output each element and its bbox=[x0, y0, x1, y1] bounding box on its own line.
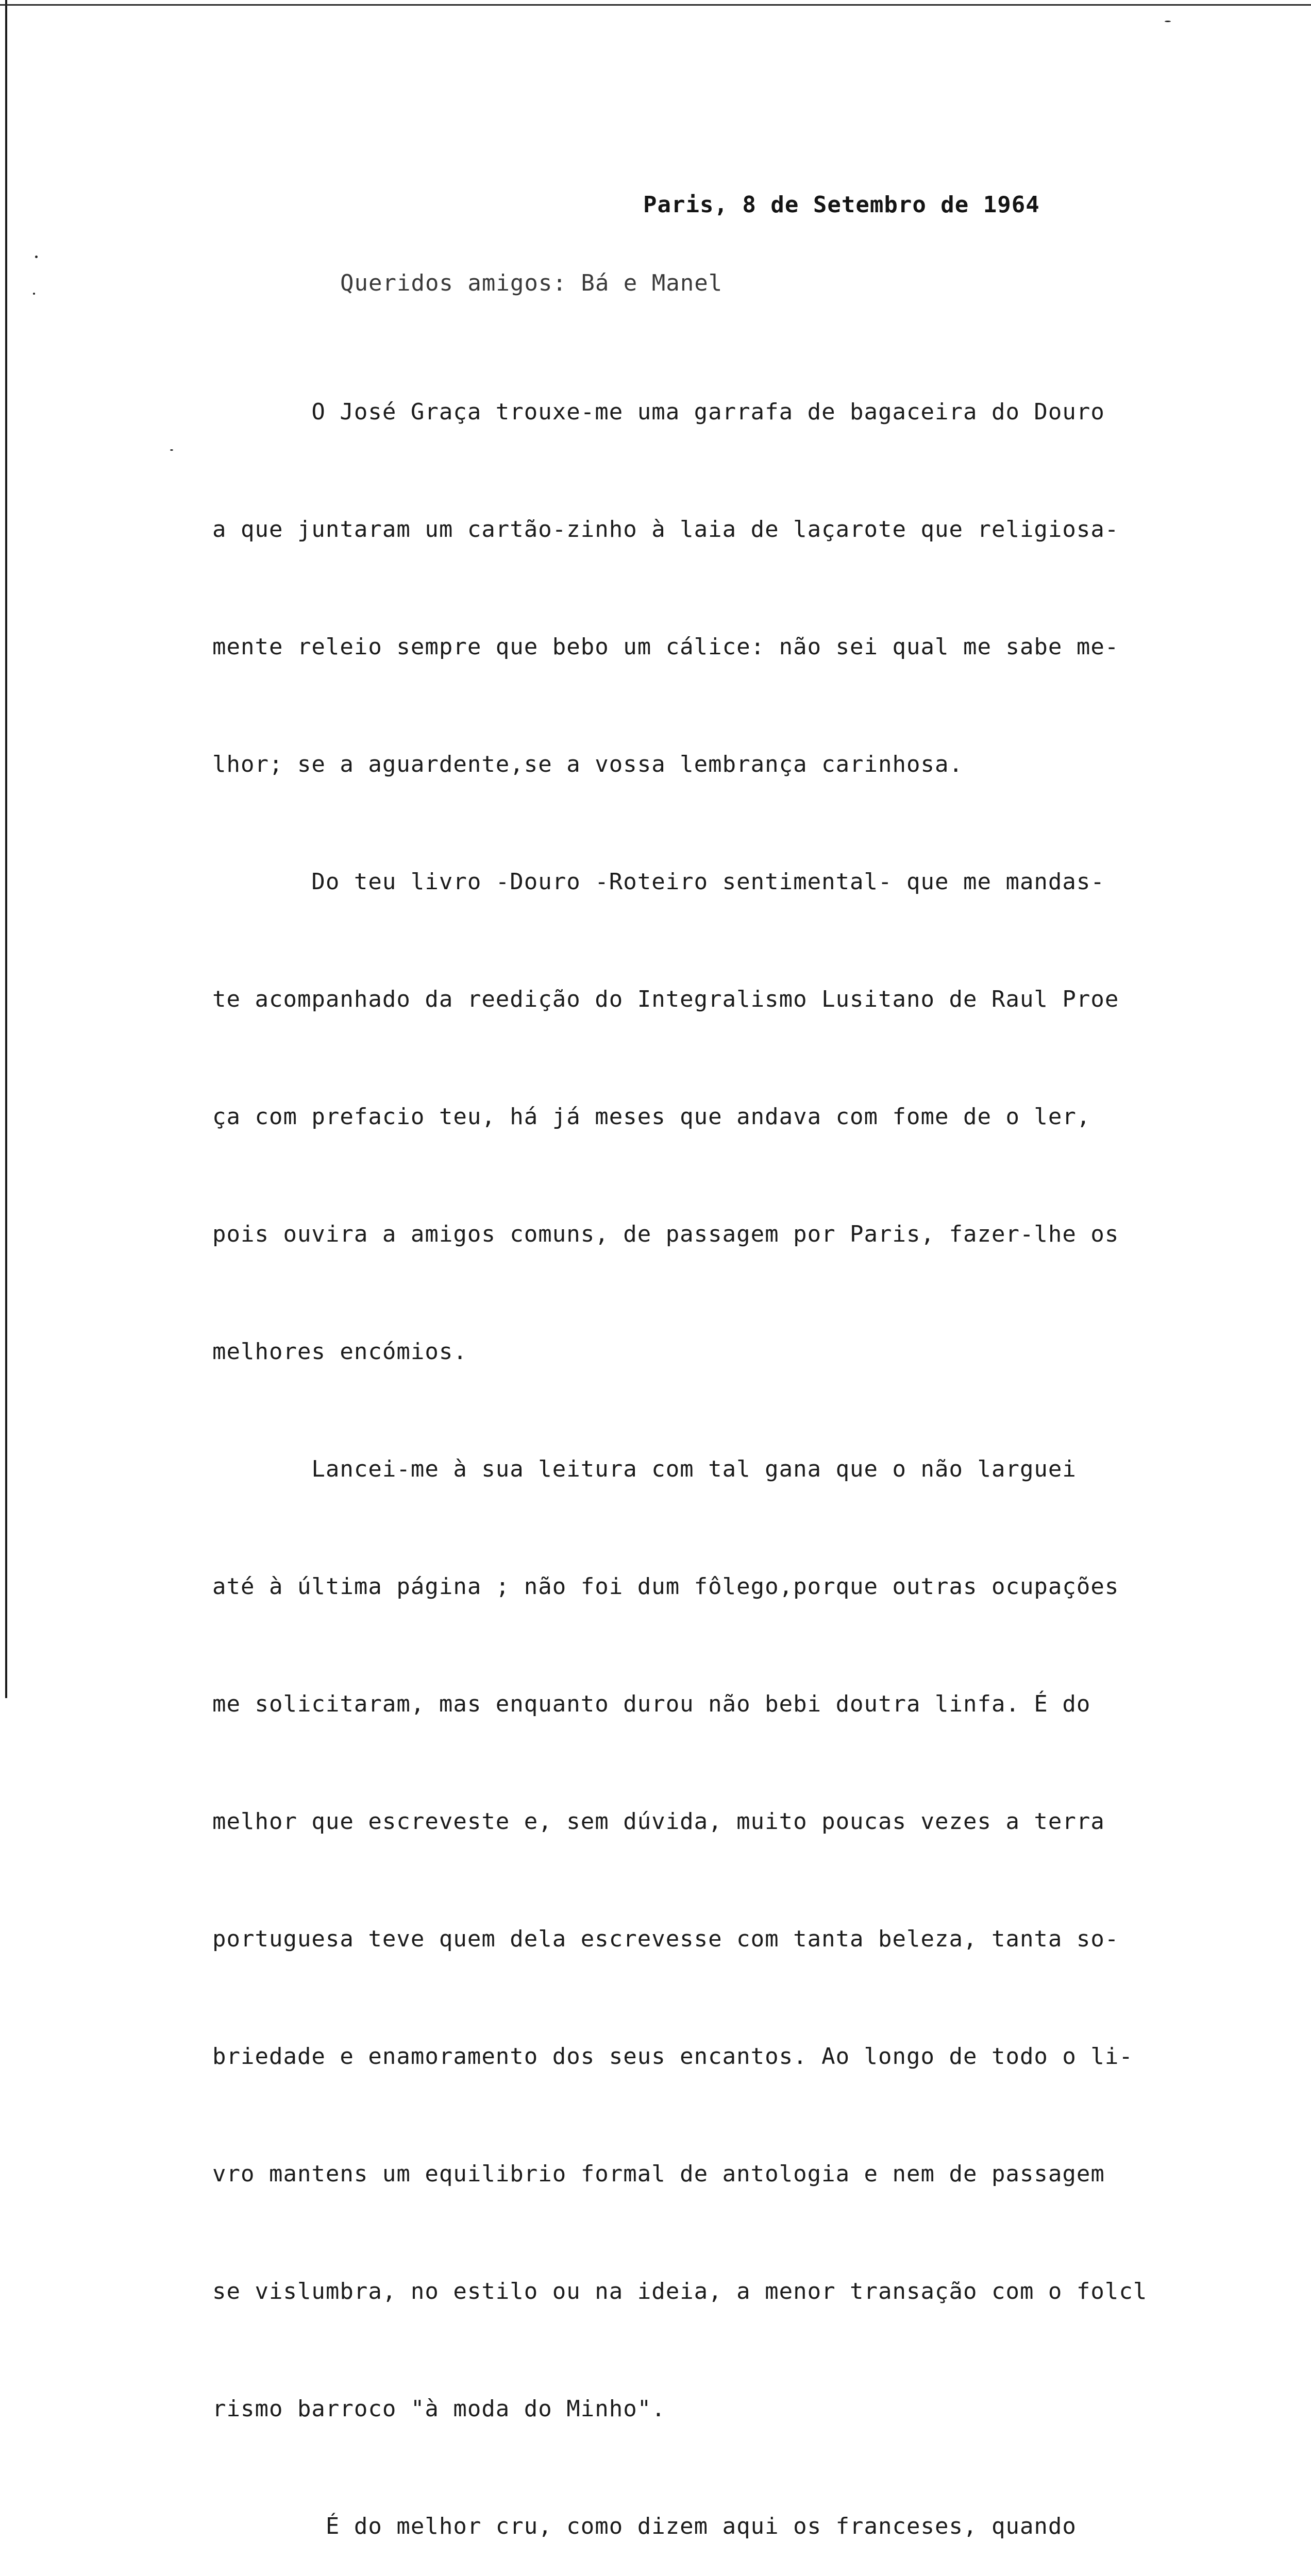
letter-body bbox=[212, 314, 1243, 2576]
letter-line: lhor; se a aguardente,se a vossa lembrança carinhosa. bbox=[212, 751, 963, 777]
margin-speck bbox=[1165, 21, 1171, 22]
letter-line: briedade e enamoramento dos seus encantos. Ao longo de todo o li- bbox=[212, 2043, 1133, 2070]
letter-line: vro mantens um equilibrio formal de antologia e nem de passagem bbox=[212, 2161, 1105, 2187]
letter-line: pois ouvira a amigos comuns, de passagem por Paris, fazer-lhe os bbox=[212, 1221, 1119, 1247]
letter-line: me solicitaram, mas enquanto durou não bebi doutra linfa. É do bbox=[212, 1691, 1091, 1717]
page-top-edge bbox=[0, 4, 1311, 6]
letter-line: O José Graça trouxe-me uma garrafa de bagaceira do Douro bbox=[212, 399, 1105, 425]
letter-line: É do melhor cru, como dizem aqui os franceses, quando bbox=[212, 2513, 1077, 2539]
letter-date: Paris, 8 de Setembro de 1964 bbox=[643, 192, 1040, 218]
letter-line: melhores encómios. bbox=[212, 1338, 467, 1365]
margin-speck bbox=[33, 293, 35, 295]
letter-salutation: Queridos amigos: Bá e Manel bbox=[340, 270, 723, 296]
margin-speck bbox=[35, 256, 38, 258]
letter-line: mente releio sempre que bebo um cálice: não sei qual me sabe me- bbox=[212, 634, 1119, 660]
letter-line: melhor que escreveste e, sem dúvida, muito poucas vezes a terra bbox=[212, 1808, 1105, 1835]
letter-line: rismo barroco "à moda do Minho". bbox=[212, 2396, 666, 2422]
letter-line: a que juntaram um cartão-zinho à laia de laçarote que religiosa- bbox=[212, 516, 1119, 543]
margin-speck bbox=[170, 449, 173, 451]
letter-line: Lancei-me à sua leitura com tal gana que o não larguei bbox=[212, 1456, 1077, 1482]
letter-line: se vislumbra, no estilo ou na ideia, a menor transação com o folcl bbox=[212, 2278, 1148, 2304]
letter-line: até à última página ; não foi dum fôlego,porque outras ocupações bbox=[212, 1573, 1119, 1600]
letter-line: Do teu livro -Douro -Roteiro sentimental- que me mandas- bbox=[212, 869, 1105, 895]
letter-line: ça com prefacio teu, há já meses que andava com fome de o ler, bbox=[212, 1104, 1091, 1130]
letter-line: te acompanhado da reedição do Integralismo Lusitano de Raul Proe bbox=[212, 986, 1119, 1012]
page-left-edge bbox=[5, 0, 7, 1698]
letter-line: portuguesa teve quem dela escrevesse com tanta beleza, tanta so- bbox=[212, 1926, 1119, 1952]
